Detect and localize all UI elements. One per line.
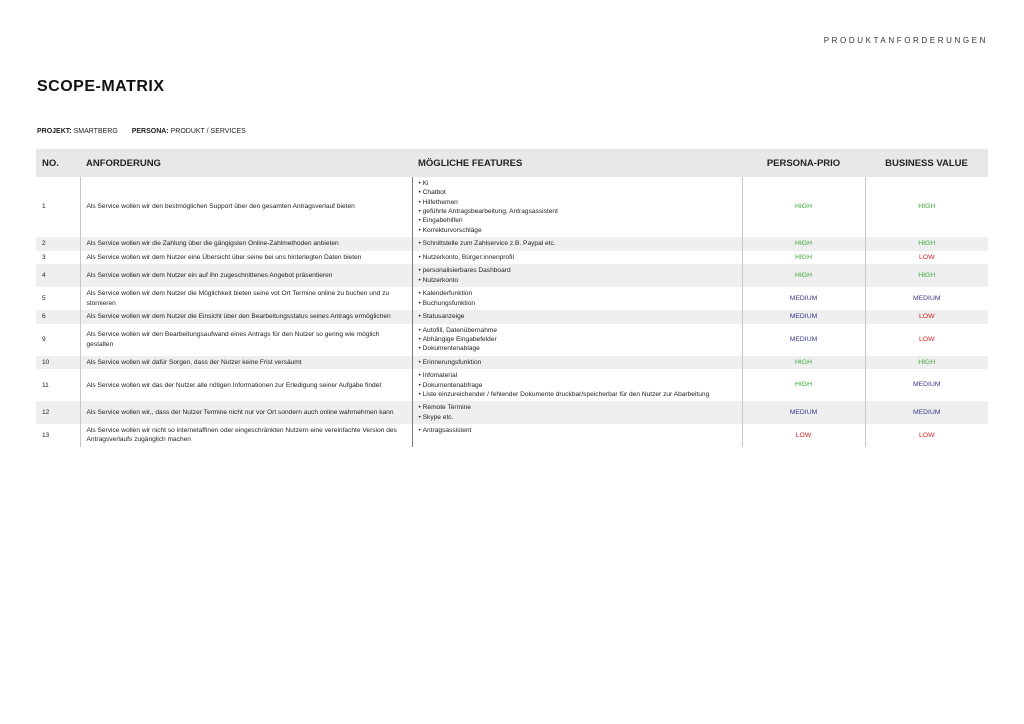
features-list [419, 253, 736, 262]
features-cell [412, 237, 742, 251]
feature-item: • Eingabehilfen [419, 216, 736, 225]
features-cell [412, 264, 742, 287]
business-value-badge: LOW [865, 310, 988, 324]
persona-prio-badge: HIGH [742, 356, 865, 370]
feature-item: • Nutzerkonto, Bürger:innenprofil [419, 253, 736, 262]
page-title: SCOPE-MATRIX [37, 78, 165, 95]
requirement-text: Als Service wollen wir dem Nutzer ein auf ihn zugeschnittenes Angebot präsentieren [80, 264, 412, 287]
features-list [419, 266, 736, 285]
row-number: 13 [36, 424, 80, 447]
feature-item: • Schnittstelle zum Zahlservice z.B. Paypal etc. [419, 239, 736, 248]
project-meta [37, 128, 246, 135]
feature-item: • Remote Termine [419, 403, 736, 412]
feature-item: • Hilfethemen [419, 198, 736, 207]
feature-item: • Erinnerungsfunktion [419, 358, 736, 367]
feature-item: • Kalenderfunktion [419, 289, 736, 298]
features-cell [412, 369, 742, 401]
section-label: PRODUKTANFORDERUNGEN [823, 36, 988, 45]
persona-prio-badge: MEDIUM [742, 310, 865, 324]
features-cell [412, 356, 742, 370]
business-value-badge: LOW [865, 424, 988, 447]
feature-item: • Autofill, Datenübernahme [419, 326, 736, 335]
persona-prio-badge: HIGH [742, 251, 865, 265]
requirement-text: Als Service wollen wir dem Nutzer eine Übersicht über seine bei uns hinterlegten Daten bieten [80, 251, 412, 265]
column-header-persona-prio: PERSONA-PRIO [742, 149, 865, 177]
requirement-text: Als Service wollen wir das der Nutzer alle nötigen Informationen zur Erledigung seiner Aufgabe findet [80, 369, 412, 401]
business-value-badge: MEDIUM [865, 369, 988, 401]
row-number: 11 [36, 369, 80, 401]
features-cell [412, 424, 742, 447]
feature-item: • Korrekturvorschläge [419, 226, 736, 235]
features-cell [412, 324, 742, 356]
table-row [36, 369, 988, 401]
scope-matrix-table [36, 149, 988, 447]
column-header-requirement: ANFORDERUNG [80, 149, 412, 177]
table-row [36, 356, 988, 370]
business-value-badge: MEDIUM [865, 287, 988, 310]
features-list [419, 312, 736, 321]
persona-prio-badge: MEDIUM [742, 401, 865, 424]
business-value-badge: HIGH [865, 177, 988, 237]
features-list [419, 371, 736, 399]
requirement-text: Als Service wollen wir den Bearbeitungsaufwand eines Antrags für den Nutzer so gering wie möglich gestalten [80, 324, 412, 356]
feature-item: • Ki [419, 179, 736, 188]
feature-item: • Nutzerkonto [419, 276, 736, 285]
column-header-features: MÖGLICHE FEATURES [412, 149, 742, 177]
table-row [36, 251, 988, 265]
business-value-badge: HIGH [865, 237, 988, 251]
table-row [36, 264, 988, 287]
row-number: 1 [36, 177, 80, 237]
feature-item: • Statusanzeige [419, 312, 736, 321]
business-value-badge: LOW [865, 324, 988, 356]
feature-item: • geführte Antragsbearbeitung, Antragsassistent [419, 207, 736, 216]
persona-prio-badge: MEDIUM [742, 287, 865, 310]
features-list [419, 403, 736, 422]
features-cell [412, 251, 742, 265]
feature-item: • Dokumentenabfrage [419, 381, 736, 390]
feature-item: • Skype etc. [419, 413, 736, 422]
features-list [419, 289, 736, 308]
row-number: 9 [36, 324, 80, 356]
requirement-text: Als Service wollen wir dem Nutzer die Möglichkeit bieten seine vot Ort Termine online zu buchen und zu stornieren [80, 287, 412, 310]
requirement-text: Als Service wollen wir,, dass der Nutzer Termine nicht nur vor Ort sondern auch online wahrnehmen kann [80, 401, 412, 424]
row-number: 3 [36, 251, 80, 265]
persona-prio-badge: HIGH [742, 237, 865, 251]
requirement-text: Als Service wollen wir nicht so internetaffinen oder eingeschränkten Nutzern eine vereinfachte Version des Antragsverlaufs zugänglich machen [80, 424, 412, 447]
features-cell [412, 177, 742, 237]
row-number: 4 [36, 264, 80, 287]
row-number: 10 [36, 356, 80, 370]
row-number: 6 [36, 310, 80, 324]
row-number: 2 [36, 237, 80, 251]
feature-item: • Chatbot [419, 188, 736, 197]
table-row [36, 401, 988, 424]
features-list [419, 358, 736, 367]
project-label: PROJEKT: [37, 128, 72, 135]
features-cell [412, 310, 742, 324]
features-list [419, 326, 736, 354]
business-value-badge: HIGH [865, 356, 988, 370]
table-row [36, 310, 988, 324]
feature-item: • Liste einzureichender / fehlender Dokumente druckbar/speicherbar für den Nutzer zur Abarbeitung [419, 390, 736, 399]
feature-item: • personalisierbares Dashboard [419, 266, 736, 275]
persona-value: PRODUKT / SERVICES [170, 128, 246, 135]
requirement-text: Als Service wollen wir dem Nutzer die Einsicht über den Bearbeitungsstatus seines Antrags ermöglichen [80, 310, 412, 324]
column-header-no: NO. [36, 149, 80, 177]
features-list [419, 426, 736, 435]
requirement-text: Als Service wollen wir dafür Sorgen, dass der Nutzer keine Frist versäumt [80, 356, 412, 370]
column-header-business-value: BUSINESS VALUE [865, 149, 988, 177]
requirement-text: Als Service wollen wir die Zahlung über die gängigsten Online-Zahlmethoden anbieten [80, 237, 412, 251]
table-row [36, 287, 988, 310]
table-row [36, 237, 988, 251]
table-row [36, 324, 988, 356]
requirement-text: Als Service wollen wir den bestmöglichen Support über den gesamten Antragsverlauf bieten [80, 177, 412, 237]
persona-prio-badge: HIGH [742, 177, 865, 237]
table-row [36, 177, 988, 237]
business-value-badge: LOW [865, 251, 988, 265]
feature-item: • Infomaterial [419, 371, 736, 380]
feature-item: • Antragsassistent [419, 426, 736, 435]
table-header-row [36, 149, 988, 177]
feature-item: • Buchungsfunktion [419, 299, 736, 308]
persona-prio-badge: MEDIUM [742, 324, 865, 356]
project-value: SMARTBERG [73, 128, 118, 135]
row-number: 12 [36, 401, 80, 424]
table-body [36, 177, 988, 447]
persona-prio-badge: HIGH [742, 369, 865, 401]
persona-prio-badge: HIGH [742, 264, 865, 287]
persona-prio-badge: LOW [742, 424, 865, 447]
business-value-badge: HIGH [865, 264, 988, 287]
table-row [36, 424, 988, 447]
row-number: 5 [36, 287, 80, 310]
feature-item: • Dokumentenablage [419, 344, 736, 353]
feature-item: • Abhängige Eingabefelder [419, 335, 736, 344]
persona-label: PERSONA: [131, 128, 169, 135]
features-list [419, 179, 736, 235]
features-cell [412, 287, 742, 310]
features-list [419, 239, 736, 248]
business-value-badge: MEDIUM [865, 401, 988, 424]
features-cell [412, 401, 742, 424]
